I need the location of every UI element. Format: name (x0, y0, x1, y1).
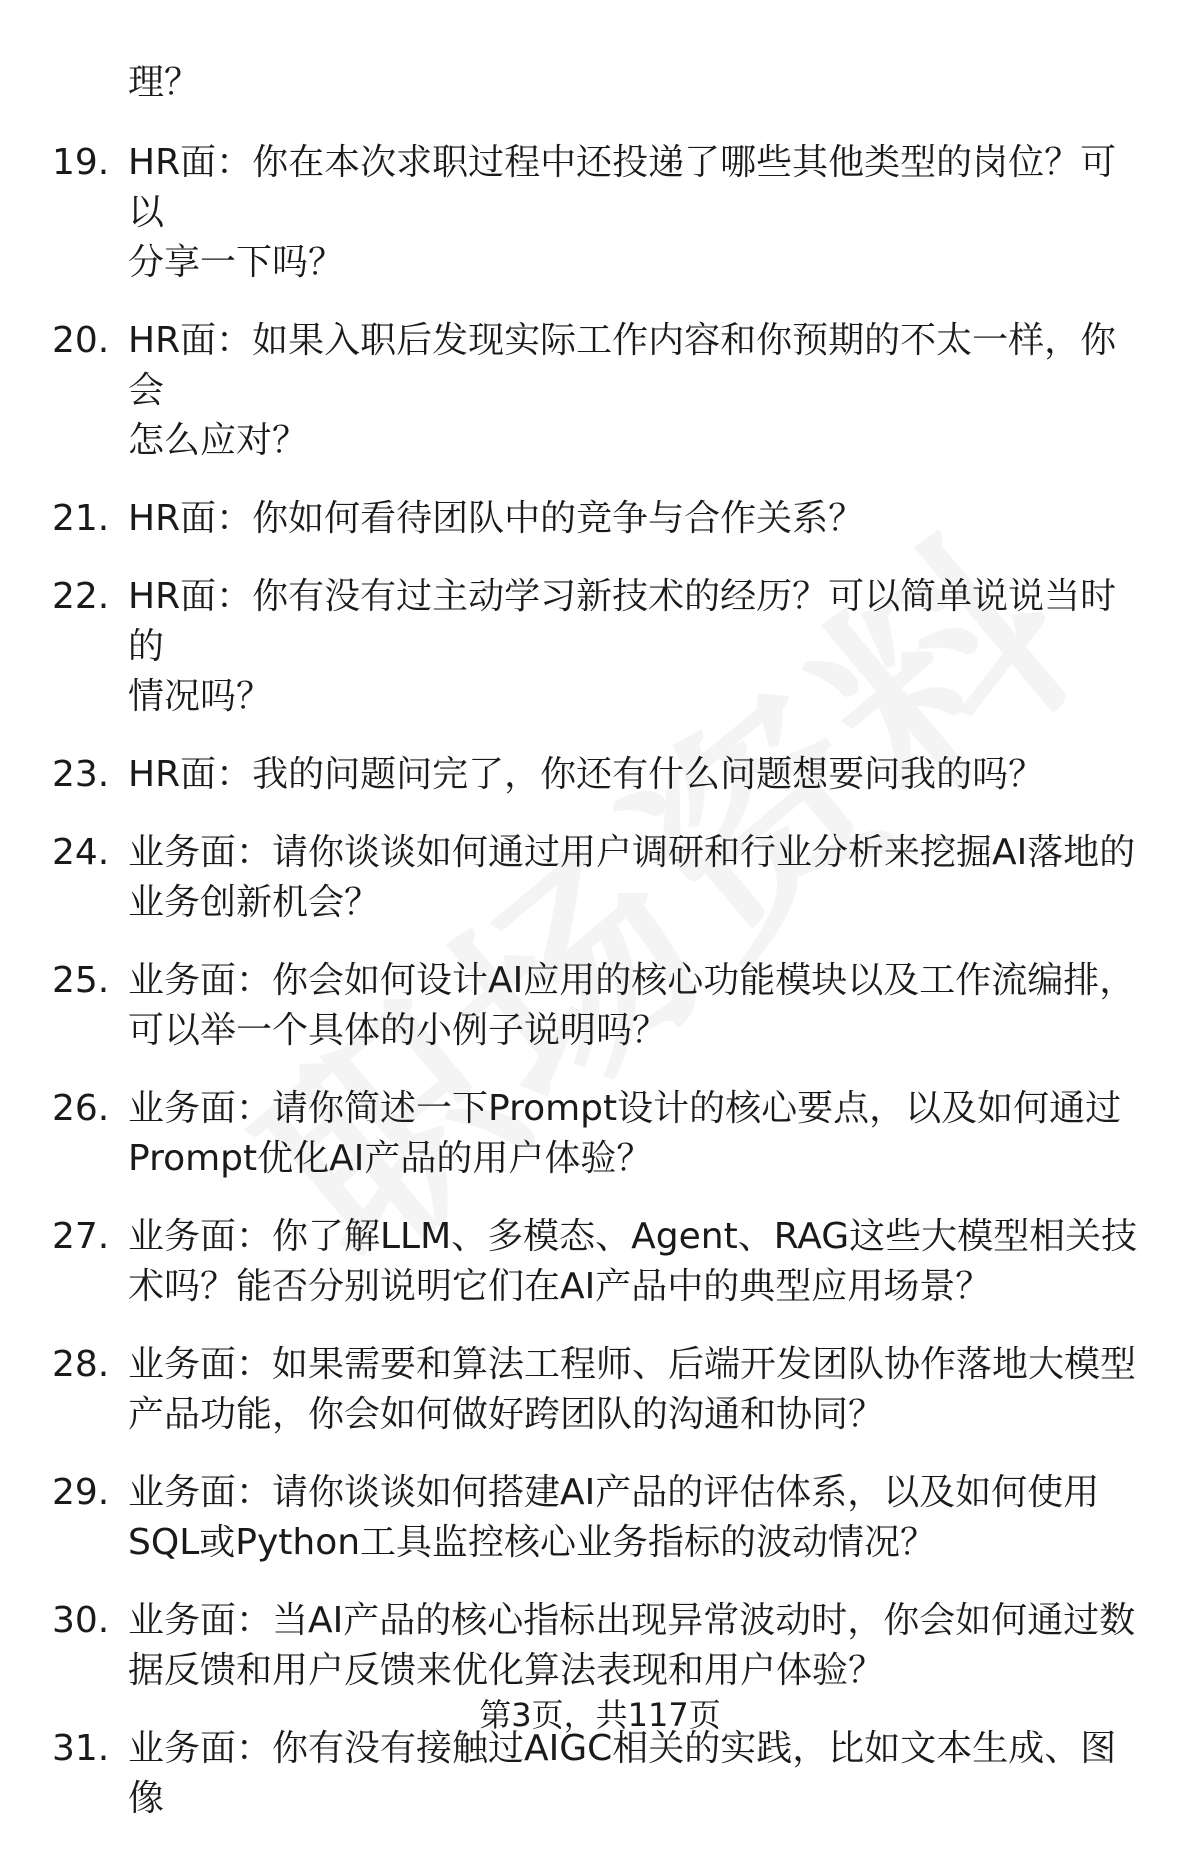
question-item (52, 1724, 1152, 1824)
question-item (52, 1468, 1152, 1568)
question-text (128, 1084, 1152, 1184)
question-text-line: 业务面：当AI产品的核心指标出现异常波动时，你会如何通过数 (128, 1600, 1136, 1641)
question-item (52, 572, 1152, 722)
question-text-line: 业务面：你会如何设计AI应用的核心功能模块以及工作流编排， (128, 960, 1136, 1001)
question-item (52, 1340, 1152, 1440)
question-number: 21. (52, 498, 110, 539)
question-text-line: 术吗？能否分别说明它们在AI产品中的典型应用场景？ (128, 1266, 992, 1307)
question-item (52, 494, 1152, 544)
question-text-line: 情况吗？ (128, 676, 273, 717)
question-item (52, 316, 1152, 466)
question-text-line: 可以举一个具体的小例子说明吗？ (128, 1010, 669, 1051)
question-text-line: HR面：你在本次求职过程中还投递了哪些其他类型的岗位？可以 (128, 142, 1117, 233)
question-item (52, 138, 1152, 288)
question-item (52, 1596, 1152, 1696)
question-text-line: 业务面：请你谈谈如何通过用户调研和行业分析来挖掘AI落地的 (128, 832, 1136, 873)
question-text (128, 1596, 1152, 1696)
question-text-line: SQL或Python工具监控核心业务指标的波动情况？ (128, 1522, 937, 1563)
question-text-line: HR面：你如何看待团队中的竞争与合作关系？ (128, 498, 865, 539)
question-text-line: 分享一下吗？ (128, 242, 345, 283)
question-text (128, 316, 1152, 466)
question-number: 24. (52, 832, 110, 873)
question-list (52, 58, 1152, 1852)
question-number: 30. (52, 1600, 110, 1641)
question-item (52, 828, 1152, 928)
question-text (128, 1468, 1152, 1568)
question-number: 27. (52, 1216, 110, 1257)
question-text-line: HR面：如果入职后发现实际工作内容和你预期的不太一样，你会 (128, 320, 1117, 411)
question-text-line: 业务面：如果需要和算法工程师、后端开发团队协作落地大模型 (128, 1344, 1137, 1385)
question-item (52, 1212, 1152, 1312)
question-text-line: 业务面：请你简述一下Prompt设计的核心要点，以及如何通过 (128, 1088, 1122, 1129)
question-text (128, 1212, 1152, 1312)
question-item (52, 750, 1152, 800)
question-item (52, 1084, 1152, 1184)
question-number: 23. (52, 754, 110, 795)
question-text-line: 据反馈和用户反馈来优化算法表现和用户体验？ (128, 1650, 885, 1691)
question-text (128, 750, 1152, 800)
question-text (128, 572, 1152, 722)
question-text-line: Prompt优化AI产品的用户体验？ (128, 1138, 653, 1179)
question-number: 20. (52, 320, 110, 361)
question-number: 19. (52, 142, 110, 183)
question-text-line: 业务创新机会？ (128, 882, 381, 923)
question-items (52, 138, 1152, 1824)
question-text (128, 494, 1152, 544)
question-number: 29. (52, 1472, 110, 1513)
question-number: 26. (52, 1088, 110, 1129)
question-number: 25. (52, 960, 110, 1001)
question-text (128, 1340, 1152, 1440)
continuation-line: 理？ (128, 62, 201, 103)
question-number: 28. (52, 1344, 110, 1385)
question-text-line: 怎么应对？ (128, 420, 309, 461)
question-number: 31. (52, 1728, 110, 1769)
question-text (128, 956, 1152, 1056)
question-text-line: 业务面：请你谈谈如何搭建AI产品的评估体系，以及如何使用 (128, 1472, 1100, 1513)
question-text (128, 1724, 1152, 1824)
question-text-line: 业务面：你有没有接触过AIGC相关的实践，比如文本生成、图像 (128, 1728, 1117, 1819)
question-text-line: HR面：你有没有过主动学习新技术的经历？可以简单说说当时的 (128, 576, 1117, 667)
question-item (52, 956, 1152, 1056)
question-text (128, 828, 1152, 928)
question-number: 22. (52, 576, 110, 617)
page-footer: 第3页，共117页 (479, 1696, 721, 1734)
question-text-line: 产品功能，你会如何做好跨团队的沟通和协同？ (128, 1394, 885, 1435)
question-text-line: 业务面：你了解LLM、多模态、Agent、RAG这些大模型相关技 (128, 1216, 1138, 1257)
question-text-line: HR面：我的问题问完了，你还有什么问题想要问我的吗？ (128, 754, 1045, 795)
question-text (128, 138, 1152, 288)
